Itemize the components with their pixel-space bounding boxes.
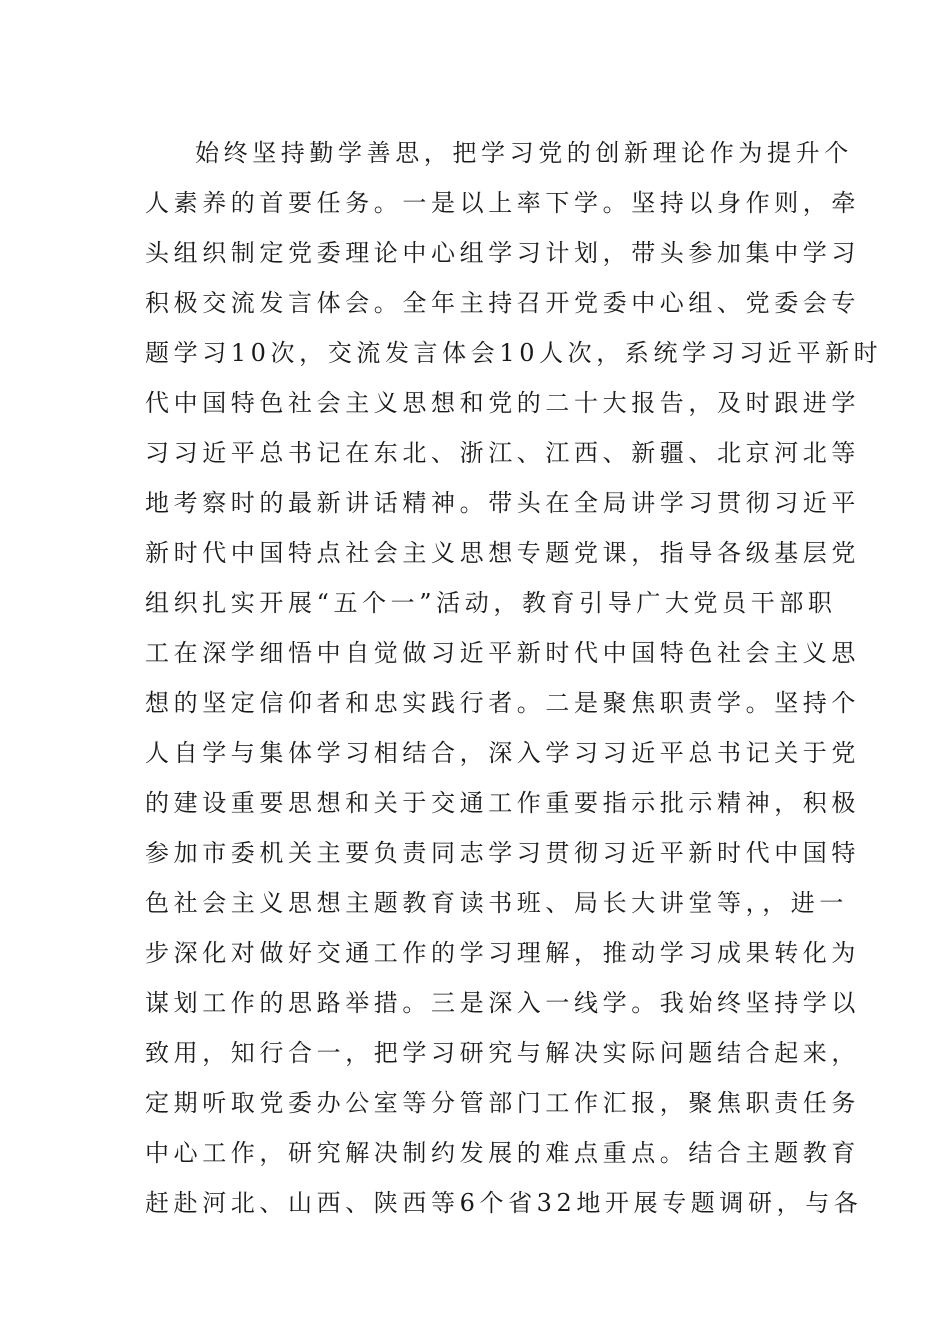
- text-line: 组织扎实开展“五个一”活动，教育引导广大党员干部职: [145, 589, 837, 617]
- text-line: 赶赴河北、山西、陕西等6个省32地开展专题调研，与各: [145, 1189, 863, 1217]
- text-line: 中心工作，研究解决制约发展的难点重点。结合主题教育: [145, 1139, 860, 1167]
- text-line: 想的坚定信仰者和忠实践行者。二是聚焦职责学。坚持个: [145, 689, 860, 717]
- text-line: 定期听取党委办公室等分管部门工作汇报，聚焦职责任务: [145, 1089, 860, 1117]
- text-line: 积极交流发言体会。全年主持召开党委中心组、党委会专: [145, 289, 860, 317]
- text-line: 习习近平总书记在东北、浙江、江西、新疆、北京河北等: [145, 439, 860, 467]
- text-line: 头组织制定党委理论中心组学习计划，带头参加集中学习: [145, 239, 860, 267]
- text-line: 的建设重要思想和关于交通工作重要指示批示精神，积极: [145, 789, 860, 817]
- text-line: 致用，知行合一，把学习研究与解决实际问题结合起来，: [145, 1039, 860, 1067]
- text-line: 地考察时的最新讲话精神。带头在全局讲学习贯彻习近平: [145, 489, 860, 517]
- text-line: 谋划工作的思路举措。三是深入一线学。我始终坚持学以: [145, 989, 860, 1017]
- text-line: 始终坚持勤学善思，把学习党的创新理论作为提升个: [195, 139, 853, 167]
- text-line: 题学习10次，交流发言体会10人次，系统学习习近平新时: [145, 339, 883, 367]
- body-paragraph: [145, 128, 883, 1228]
- text-line: 步深化对做好交通工作的学习理解，推动学习成果转化为: [145, 939, 860, 967]
- text-line: 人自学与集体学习相结合，深入学习习近平总书记关于党: [145, 739, 860, 767]
- text-line: 色社会主义思想主题教育读书班、局长大讲堂等，，进一: [145, 889, 848, 917]
- text-line: 参加市委机关主要负责同志学习贯彻习近平新时代中国特: [145, 839, 860, 867]
- text-line: 新时代中国特点社会主义思想专题党课，指导各级基层党: [145, 539, 860, 567]
- text-line: 代中国特色社会主义思想和党的二十大报告，及时跟进学: [145, 389, 860, 417]
- text-line: 人素养的首要任务。一是以上率下学。坚持以身作则，牵: [145, 189, 860, 217]
- text-line: 工在深学细悟中自觉做习近平新时代中国特色社会主义思: [145, 639, 860, 667]
